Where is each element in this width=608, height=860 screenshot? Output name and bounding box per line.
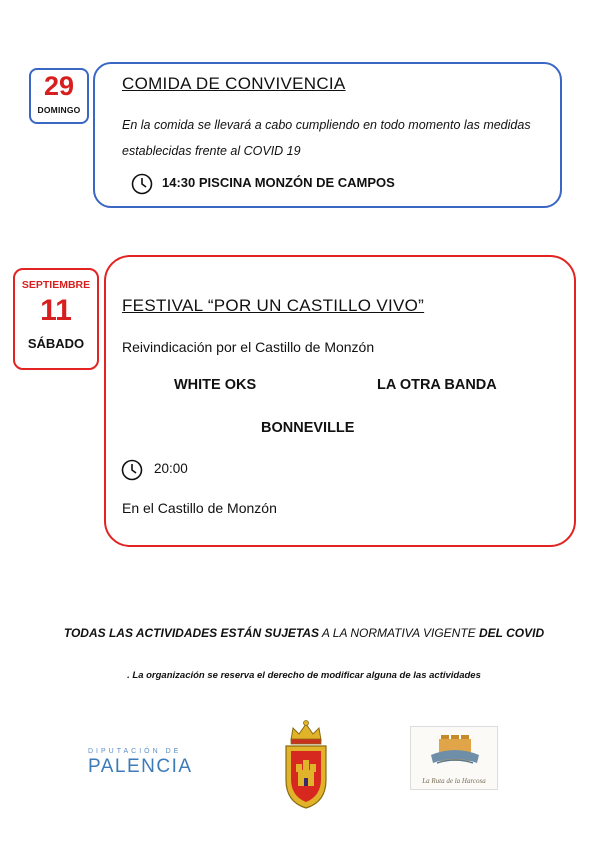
notice-part3: DEL COVID [479,626,545,640]
band-la-otra-banda: LA OTRA BANDA [377,377,497,393]
date-badge-29 [29,68,89,124]
event-time-place: 14:30 PISCINA MONZÓN DE CAMPOS [162,175,395,190]
covid-notice [50,624,558,642]
date-day: 29 [43,71,75,101]
castle-tower-icon [411,727,499,777]
band-white-oks: WHITE OKS [174,377,257,393]
notice-part1: TODAS LAS ACTIVIDADES ESTÁN SUJETAS [63,626,319,640]
notice-part2: A LA NORMATIVA VIGENTE [318,626,480,640]
date-day: 11 [40,294,72,327]
ruta-logo [410,726,498,790]
event-time: 20:00 [154,461,188,476]
coat-of-arms-icon [283,718,329,810]
date-month: SEPTIEMBRE [21,279,91,291]
date-badge-11 [13,268,99,370]
date-weekday: DOMINGO [37,105,81,115]
date-weekday: SÁBADO [27,336,85,351]
clock-icon [130,172,154,196]
logo-small-text: DIPUTACIÓN DE [88,748,182,755]
event-subtitle: Reivindicación por el Castillo de Monzón [122,339,375,355]
ruta-label: La Ruta de la Harcosa [422,777,486,785]
event-description: En la comida se llevará a cabo cumpliendo en todo momento las medidas establecidas frente al COVID 19 [122,118,531,158]
logo-big-text: PALENCIA [88,756,193,777]
event-title: COMIDA DE CONVIVENCIA [122,74,346,93]
clock-icon [120,458,144,482]
organization-note: . La organización se reserva el derecho de modificar alguna de las actividades [127,670,481,681]
event-place: En el Castillo de Monzón [122,500,277,516]
diputacion-palencia-logo [88,748,198,782]
band-bonneville: BONNEVILLE [261,420,355,436]
event-title: FESTIVAL “POR UN CASTILLO VIVO” [122,296,425,315]
